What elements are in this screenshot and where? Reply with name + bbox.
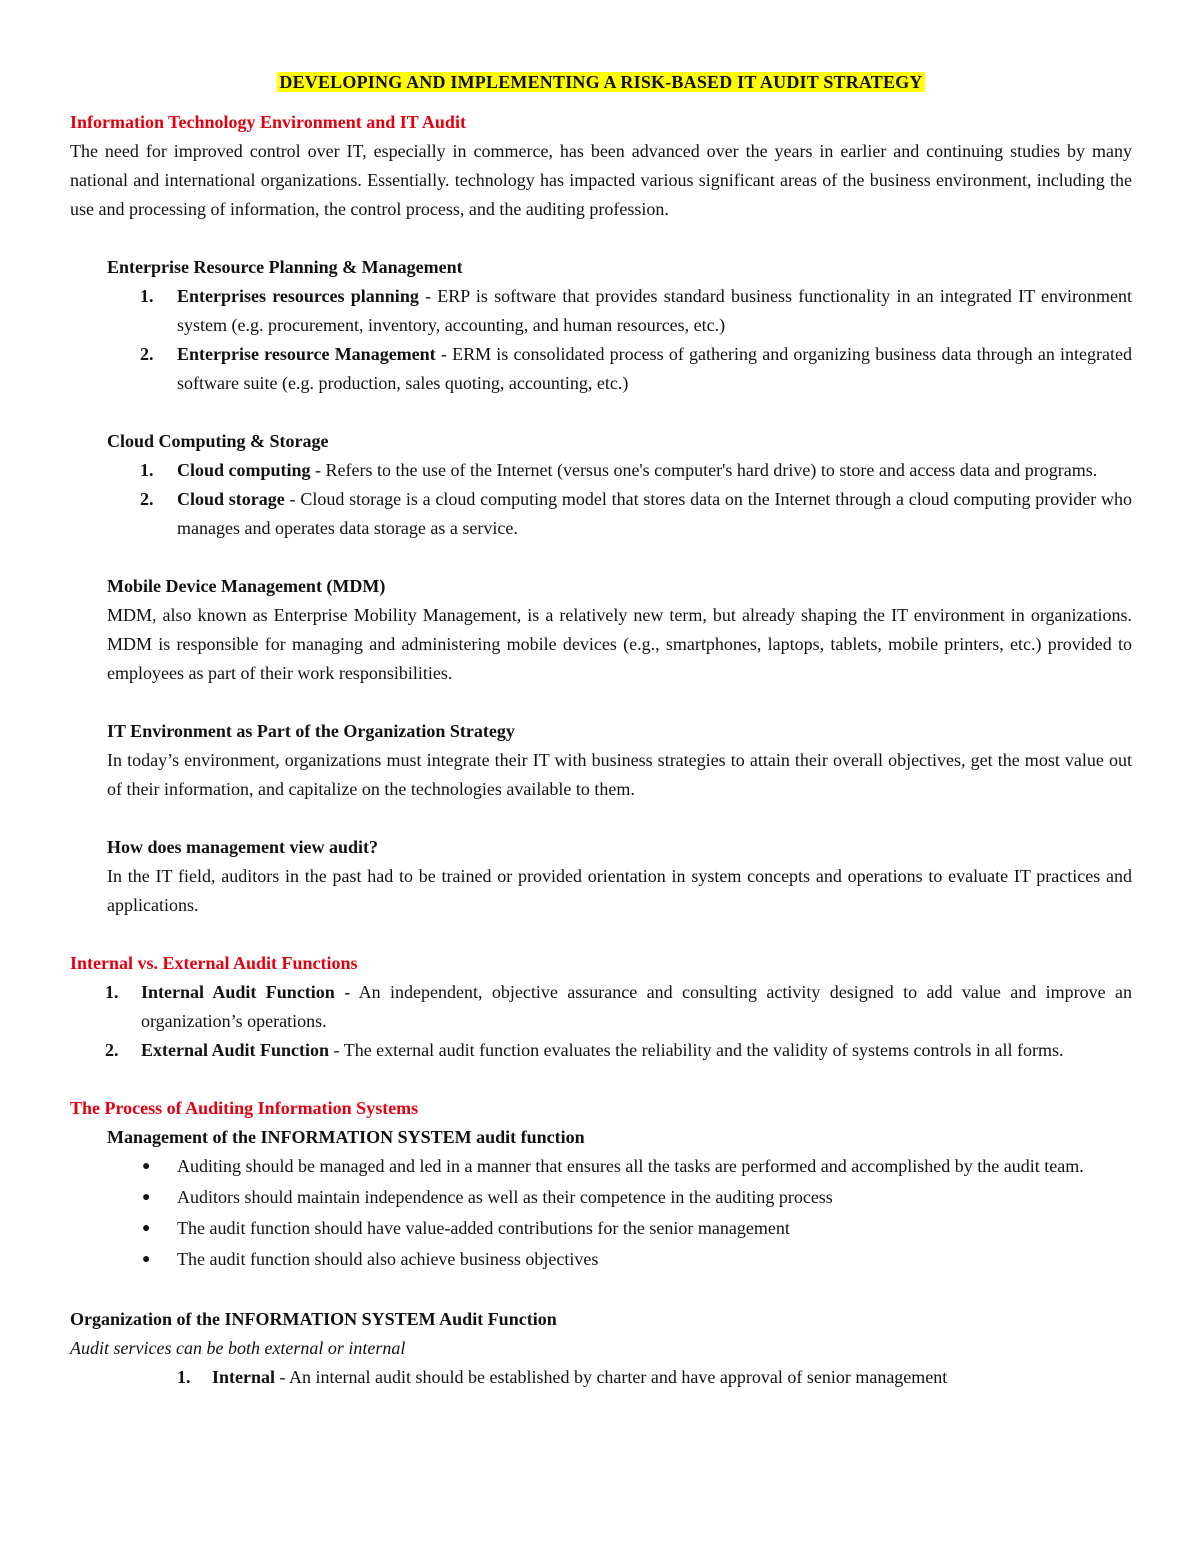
bullet-icon: ● xyxy=(142,1252,151,1267)
bullet-icon: ● xyxy=(142,1221,151,1236)
list-item xyxy=(70,1245,1132,1274)
item-term: Internal xyxy=(212,1367,275,1387)
subsection-heading: Organization of the INFORMATION SYSTEM Audit Function xyxy=(70,1309,557,1329)
document-page xyxy=(70,68,1132,1392)
section-heading: The Process of Auditing Information Systems xyxy=(70,1098,419,1118)
item-text: - Cloud storage is a cloud computing model that stores data on the Internet through a cloud computing provider who manages and operates data storage as a service. xyxy=(177,489,1132,538)
section-mdm xyxy=(107,572,1132,688)
subsection-heading: Enterprise Resource Planning & Management xyxy=(107,257,463,277)
list-item xyxy=(107,340,1132,398)
bullet-icon: ● xyxy=(142,1190,151,1205)
erp-list xyxy=(70,282,1132,398)
item-term: External Audit Function xyxy=(141,1040,330,1060)
list-item xyxy=(70,1214,1132,1243)
item-text: - An internal audit should be established by charter and have approval of senior management xyxy=(275,1367,948,1387)
item-text: - Refers to the use of the Internet (versus one's computer's hard drive) to store and access data and programs. xyxy=(310,460,1098,480)
subsection-heading: Cloud Computing & Storage xyxy=(107,431,329,451)
item-text: - An independent, objective assurance and consulting activity designed to add value and improve an organization’s operations. xyxy=(141,982,1132,1031)
list-item xyxy=(70,1036,1132,1065)
bullet-text: The audit function should also achieve business objectives xyxy=(177,1249,599,1269)
subsection-heading: How does management view audit? xyxy=(107,837,378,857)
section-heading: Internal vs. External Audit Functions xyxy=(70,953,358,973)
section-strategy xyxy=(107,717,1132,804)
item-number: 1. xyxy=(140,286,154,306)
subsection-heading: Management of the INFORMATION SYSTEM audit function xyxy=(107,1127,585,1147)
cloud-list xyxy=(70,456,1132,543)
item-number: 2. xyxy=(105,1040,119,1060)
item-text: - ERM is consolidated process of gathering and organizing business data through an integrated software suite (e.g. production, sales quoting, accounting, etc.) xyxy=(177,344,1132,393)
item-number: 1. xyxy=(105,982,119,1002)
list-item xyxy=(70,1183,1132,1212)
subsection-heading: Mobile Device Management (MDM) xyxy=(107,576,386,596)
functions-list xyxy=(70,978,1132,1065)
item-term: Internal Audit Function xyxy=(141,982,335,1002)
bullet-icon: ● xyxy=(142,1159,151,1174)
item-term: Enterprises resources planning xyxy=(177,286,419,306)
item-term: Cloud computing xyxy=(177,460,311,480)
list-item xyxy=(107,485,1132,543)
section-erp xyxy=(70,253,1132,398)
section-body: In the IT field, auditors in the past had to be trained or provided orientation in system concepts and operations to evaluate IT practices and applications. xyxy=(107,866,1132,915)
list-item xyxy=(70,978,1132,1036)
list-item xyxy=(70,1152,1132,1181)
item-number: 1. xyxy=(140,460,154,480)
subsection-heading: IT Environment as Part of the Organization Strategy xyxy=(107,721,515,741)
section-process xyxy=(70,1094,1132,1274)
section-body: The need for improved control over IT, especially in commerce, has been advanced over the years in earlier and continuing studies by many national and international organizations. Essentially. technology has impacted various significant areas of the business environment, including the use and processing of information, the control process, and the auditing profession. xyxy=(70,141,1132,219)
item-number: 2. xyxy=(140,344,154,364)
list-item xyxy=(107,456,1132,485)
section-cloud xyxy=(70,427,1132,543)
section-audit-functions xyxy=(70,949,1132,1065)
bullet-text: Auditors should maintain independence as well as their competence in the auditing process xyxy=(177,1187,833,1207)
section-organization xyxy=(70,1305,1132,1392)
section-management-view xyxy=(107,833,1132,920)
item-text: - ERP is software that provides standard business functionality in an integrated IT environment system (e.g. procurement, inventory, accounting, and human resources, etc.) xyxy=(177,286,1132,335)
list-item xyxy=(70,1363,1132,1392)
section-body: MDM, also known as Enterprise Mobility Management, is a relatively new term, but already shaping the IT environment in organizations. MDM is responsible for managing and administering mobile devices (e.g., smartphones, laptops, tablets, mobile printers, etc.) provided to employees as part of their work responsibilities. xyxy=(107,605,1132,683)
item-text: - The external audit function evaluates the reliability and the validity of systems controls in all forms. xyxy=(329,1040,1064,1060)
item-term: Cloud storage xyxy=(177,489,285,509)
item-term: Enterprise resource Management xyxy=(177,344,436,364)
process-bullets xyxy=(70,1152,1132,1274)
title-row xyxy=(70,68,1132,100)
item-number: 2. xyxy=(140,489,154,509)
organization-list xyxy=(70,1363,1132,1392)
section-subtitle: Audit services can be both external or internal xyxy=(70,1338,406,1358)
list-item xyxy=(107,282,1132,340)
bullet-text: Auditing should be managed and led in a manner that ensures all the tasks are performed and accomplished by the audit team. xyxy=(177,1156,1084,1176)
section-body: In today’s environment, organizations must integrate their IT with business strategies to attain their overall objectives, get the most value out of their information, and capitalize on the technologies available to them. xyxy=(107,750,1132,799)
section-heading: Information Technology Environment and IT Audit xyxy=(70,112,466,132)
document-title: DEVELOPING AND IMPLEMENTING A RISK-BASED IT AUDIT STRATEGY xyxy=(279,72,923,92)
section-it-environment xyxy=(70,108,1132,224)
item-number: 1. xyxy=(177,1367,191,1387)
bullet-text: The audit function should have value-added contributions for the senior management xyxy=(177,1218,790,1238)
